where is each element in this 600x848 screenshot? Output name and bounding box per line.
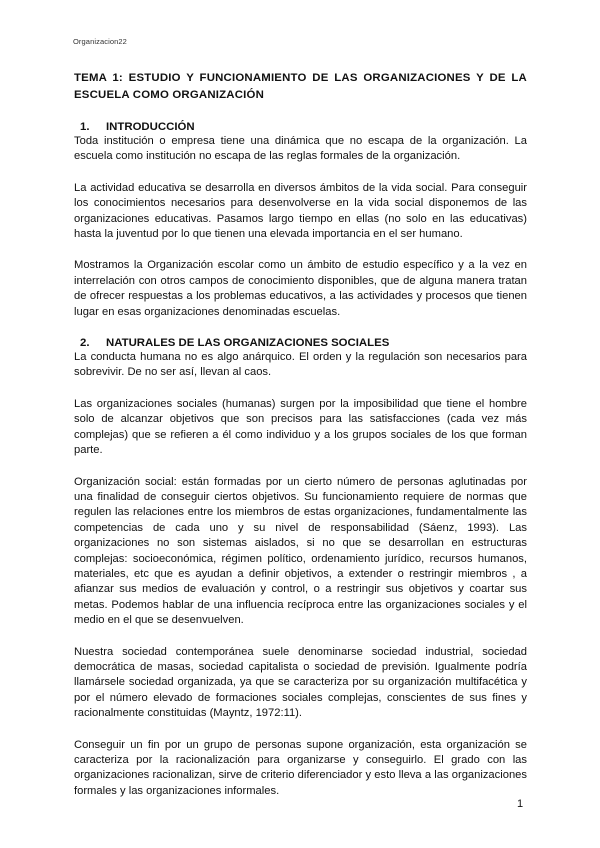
paragraph: Toda institución o empresa tiene una dinámica que no escapa de la organización. La escuela como institución no escapa de las reglas formales de la organización. xyxy=(74,135,527,163)
paragraph: La actividad educativa se desarrolla en diversos ámbitos de la vida social. Para conseguir los conocimientos necesarios para desenvolverse en la vida social disponemos de las organizaciones educativas. Pasamos largo tiempo en ellas (no solo en las educativas) hasta la juventud por lo que tienen una elevada importancia en el ser humano. xyxy=(74,181,527,241)
section-title: NATURALES DE LAS ORGANIZACIONES SOCIALES xyxy=(106,337,390,350)
section-heading xyxy=(74,336,527,350)
section-number: 1. xyxy=(80,121,90,133)
section-title: INTRODUCCIÓN xyxy=(106,121,195,133)
page-number: 1 xyxy=(517,798,524,810)
paragraph: Nuestra sociedad contemporánea suele denominarse sociedad industrial, sociedad democrática de masas, sociedad capitalista o sociedad de previsión. Igualmente podría llamársele sociedad organizada, ya que se caracteriza por su organización multifacética y por el número elevado de formaciones sociales complejas, conscientes de sus fines y racionalmente constituidas (Mayntz, 1972:11). xyxy=(74,645,527,720)
section-heading xyxy=(74,120,527,134)
document-title: TEMA 1: ESTUDIO Y FUNCIONAMIENTO DE LAS ORGANIZACIONES Y DE LA ESCUELA COMO ORGANIZACIÓN xyxy=(74,72,527,101)
paragraph: Organización social: están formadas por un cierto número de personas aglutinadas por una finalidad de conseguir ciertos objetivos. Su funcionamiento requiere de normas que regulen las relaciones entre los miembros de estas organizaciones, fundamentalmente las competencias de cada uno y su nivel de responsabilidad (Sáenz, 1993). Las organizaciones no son sistemas aislados, si no que se desarrollan en estructuras complejas: socioeconómica, régimen político, ordenamiento jurídico, recursos humanos, materiales, etc que es ayudan a definir objetivos, a extender o restringir miembros , a afianzar sus medios de evaluación y control, o a restringir sus objetivos y coartar sus metas. Podemos hablar de una influencia recíproca entre las organizaciones sociales y el medio en el que se desenvuelven. xyxy=(74,475,527,627)
page-content xyxy=(74,70,527,815)
paragraph: Conseguir un fin por un grupo de personas supone organización, esta organización se caracteriza por la racionalización para organizarse y conseguirlo. El grado con las organizaciones racionalizan, sirve de criterio diferenciador y esto lleva a las organizaciones formales y las organizaciones informales. xyxy=(74,738,527,797)
paragraph: Mostramos la Organización escolar como un ámbito de estudio específico y a la vez en interrelación con otros campos de conocimiento disponibles, que de alguna manera tratan de ofrecer respuestas a los problemas educativos, a las actividades y procesos que tienen lugar en esas organizaciones denominadas escuelas. xyxy=(74,259,527,318)
paragraph: Las organizaciones sociales (humanas) surgen por la imposibilidad que tiene el hombre solo de alcanzar objetivos que son precisos para las satisfacciones (cada vez más complejas) que se refieren a él como individuo y a los grupos sociales de los que forman parte. xyxy=(74,397,527,457)
paragraph: La conducta humana no es algo anárquico. El orden y la regulación son necesarios para sobrevivir. De no ser así, llevan al caos. xyxy=(74,351,527,379)
section-number: 2. xyxy=(80,337,90,350)
running-header: Organizacion22 xyxy=(73,37,127,46)
